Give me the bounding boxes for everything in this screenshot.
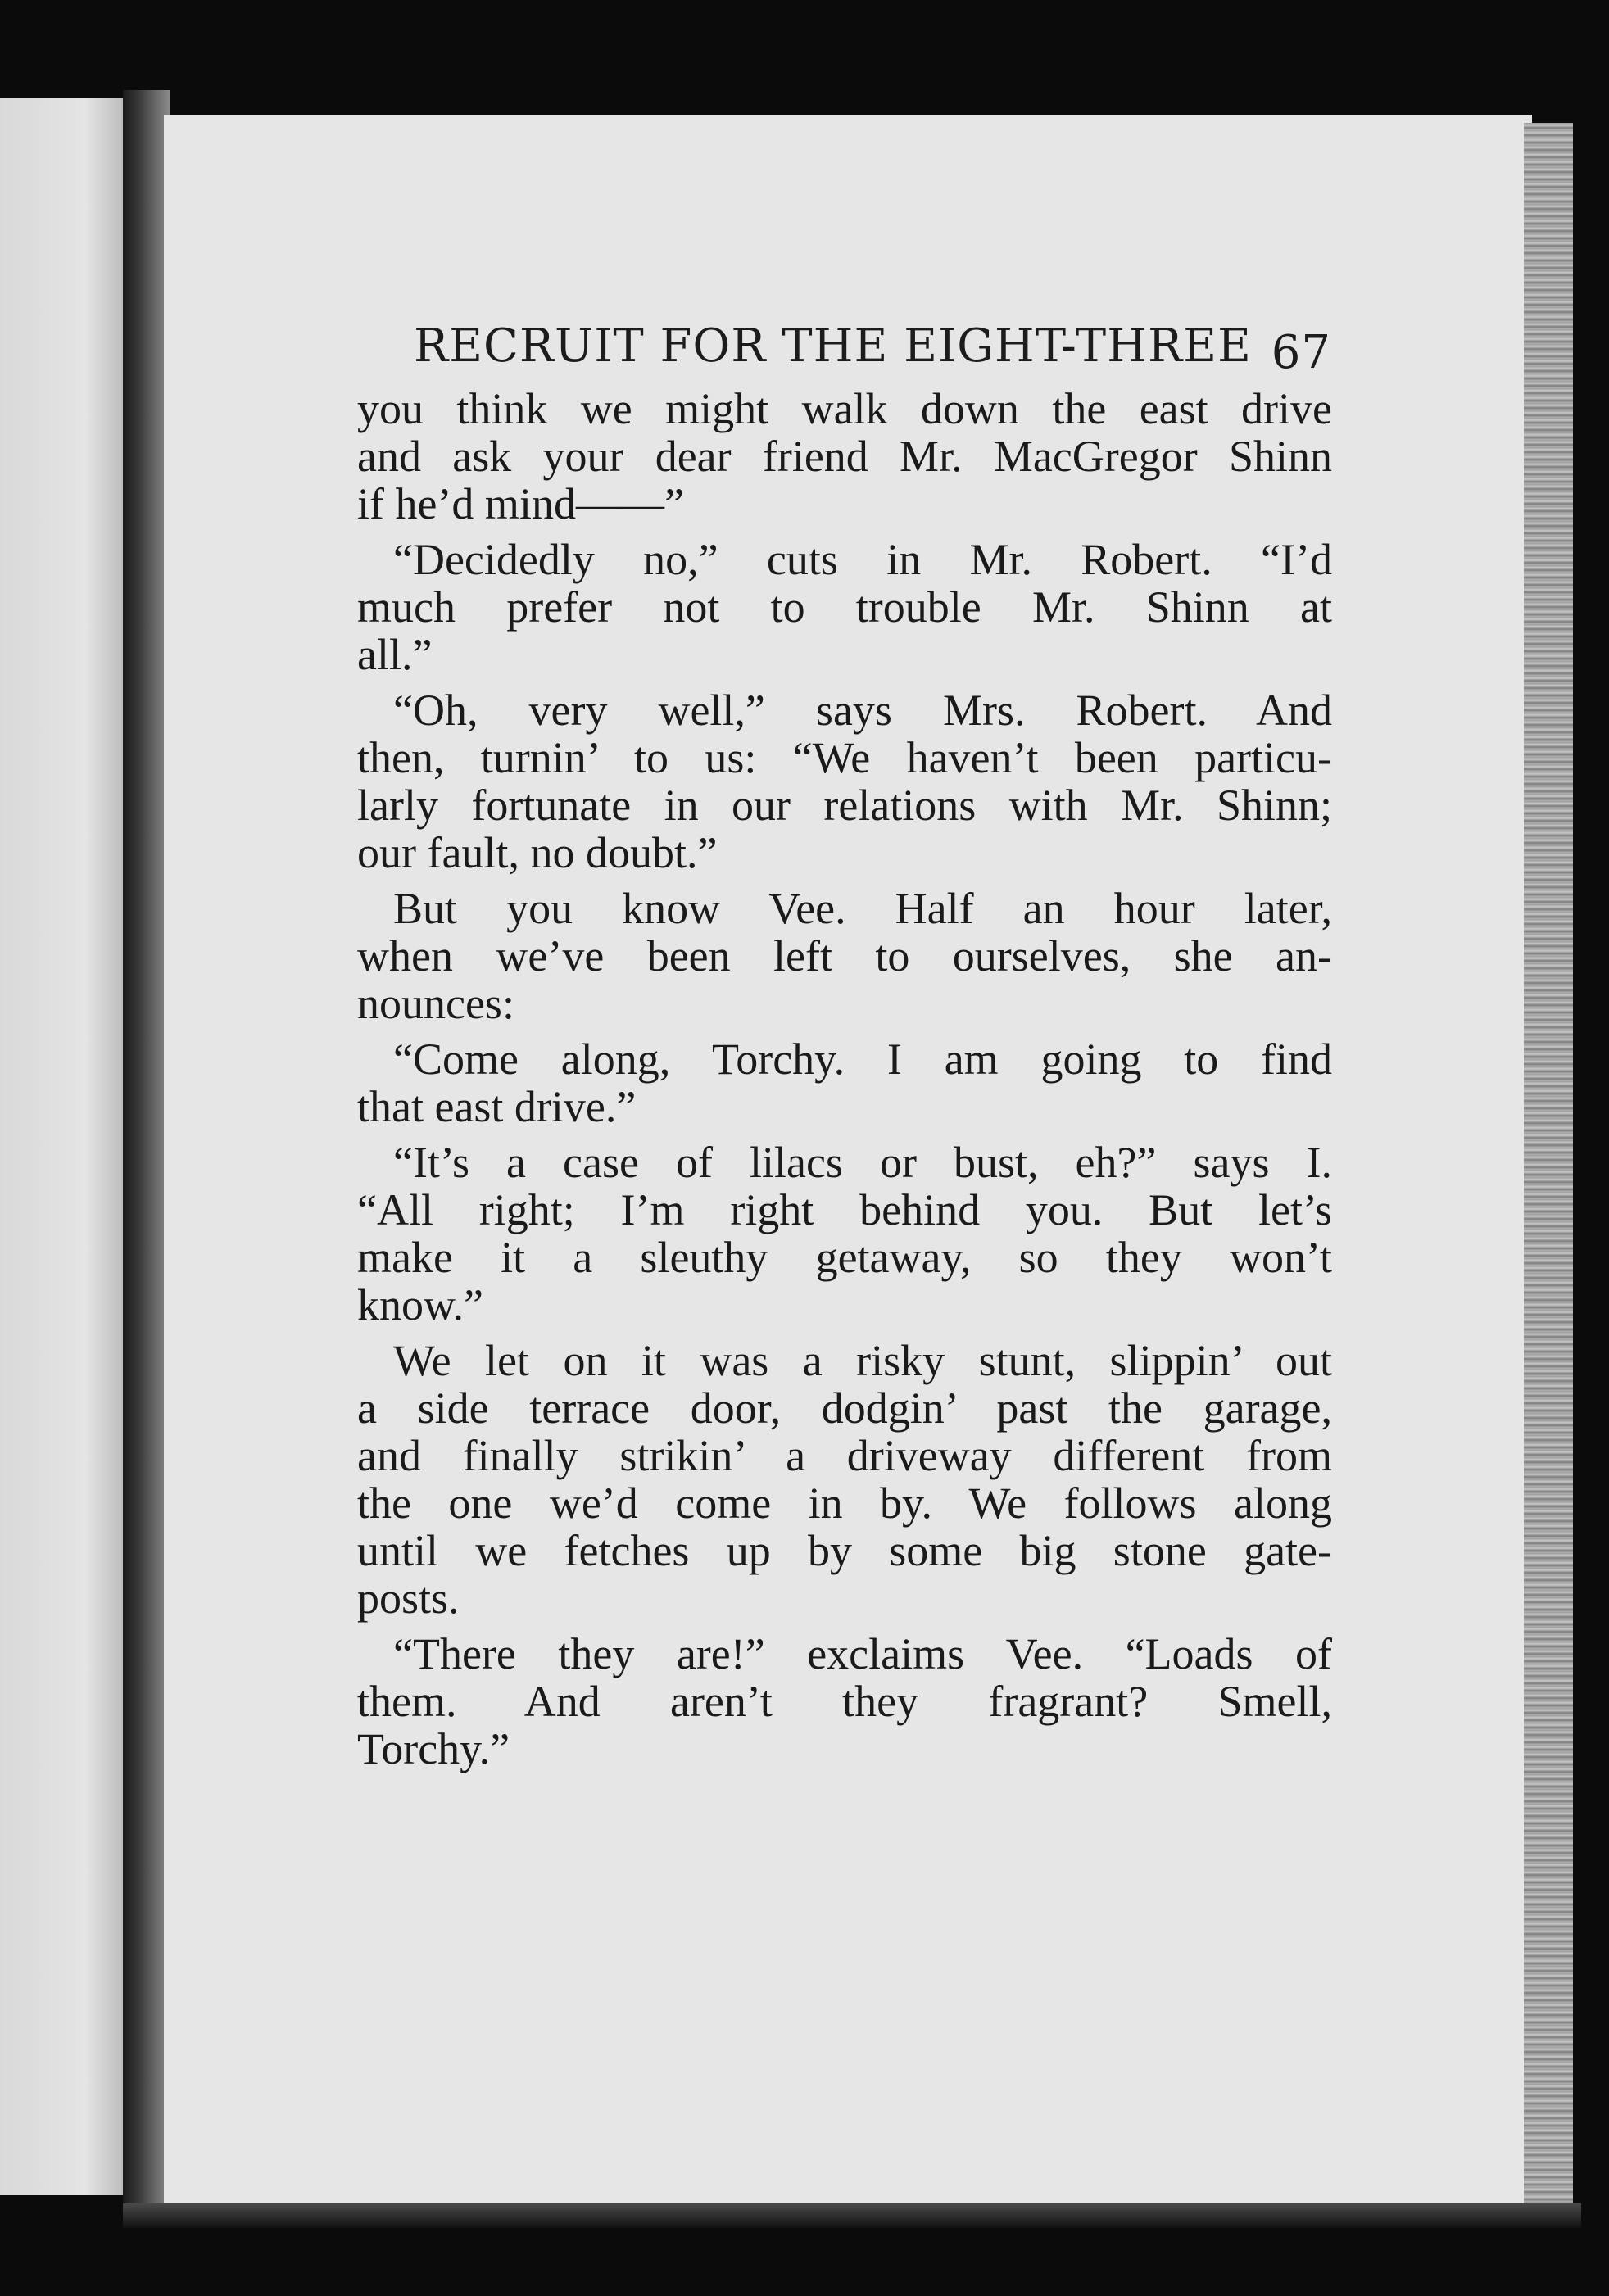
text-line: a side terrace door, dodgin’ past the garage, [357,1383,1332,1433]
text-line: But you know Vee. Half an hour later, [393,884,1332,933]
text-line: “Come along, Torchy. I am going to find [393,1035,1332,1084]
running-head-title: RECRUIT FOR THE EIGHT-THREE [414,319,1252,373]
text-line: the one we’d come in by. We follows along [357,1479,1332,1528]
left-page-edge [0,98,123,2195]
bottom-shadow [123,2203,1581,2228]
text-line: that east drive.” [357,1082,637,1131]
text-line: larly fortunate in our relations with Mr. Shinn; [357,781,1332,830]
text-line: “There they are!” exclaims Vee. “Loads of [393,1629,1332,1678]
running-head [414,311,1331,385]
text-line: Torchy.” [357,1724,510,1773]
text-line: posts. [357,1574,460,1623]
text-line: “All right; I’m right behind you. But let’s [357,1185,1332,1234]
text-line: our fault, no doubt.” [357,828,718,877]
text-line: and finally strikin’ a driveway different from [357,1431,1332,1480]
text-line: We let on it was a risky stunt, slippin’ out [393,1336,1332,1385]
text-line: when we’ve been left to ourselves, she an- [357,931,1332,980]
text-line: all.” [357,630,433,679]
body-text [357,385,1332,1773]
text-line: “It’s a case of lilacs or bust, eh?” says I. [393,1138,1332,1187]
text-line: until we fetches up by some big stone gate- [357,1526,1332,1575]
text-line: you think we might walk down the east drive [357,384,1332,433]
text-line: then, turnin’ to us: “We haven’t been particu- [357,733,1332,782]
page-edges-right [1524,123,1573,2212]
text-line: and ask your dear friend Mr. MacGregor Shinn [357,432,1332,481]
page-number: 67 [1271,326,1331,379]
text-line: nounces: [357,979,514,1028]
text-line: if he’d mind——” [357,479,684,528]
text-line: “Decidedly no,” cuts in Mr. Robert. “I’d [393,535,1332,584]
text-line: much prefer not to trouble Mr. Shinn at [357,582,1332,632]
text-line: make it a sleuthy getaway, so they won’t [357,1233,1332,1282]
text-line: “Oh, very well,” says Mrs. Robert. And [393,686,1332,735]
text-line: them. And aren’t they fragrant? Smell, [357,1677,1332,1726]
text-line: know.” [357,1280,483,1329]
